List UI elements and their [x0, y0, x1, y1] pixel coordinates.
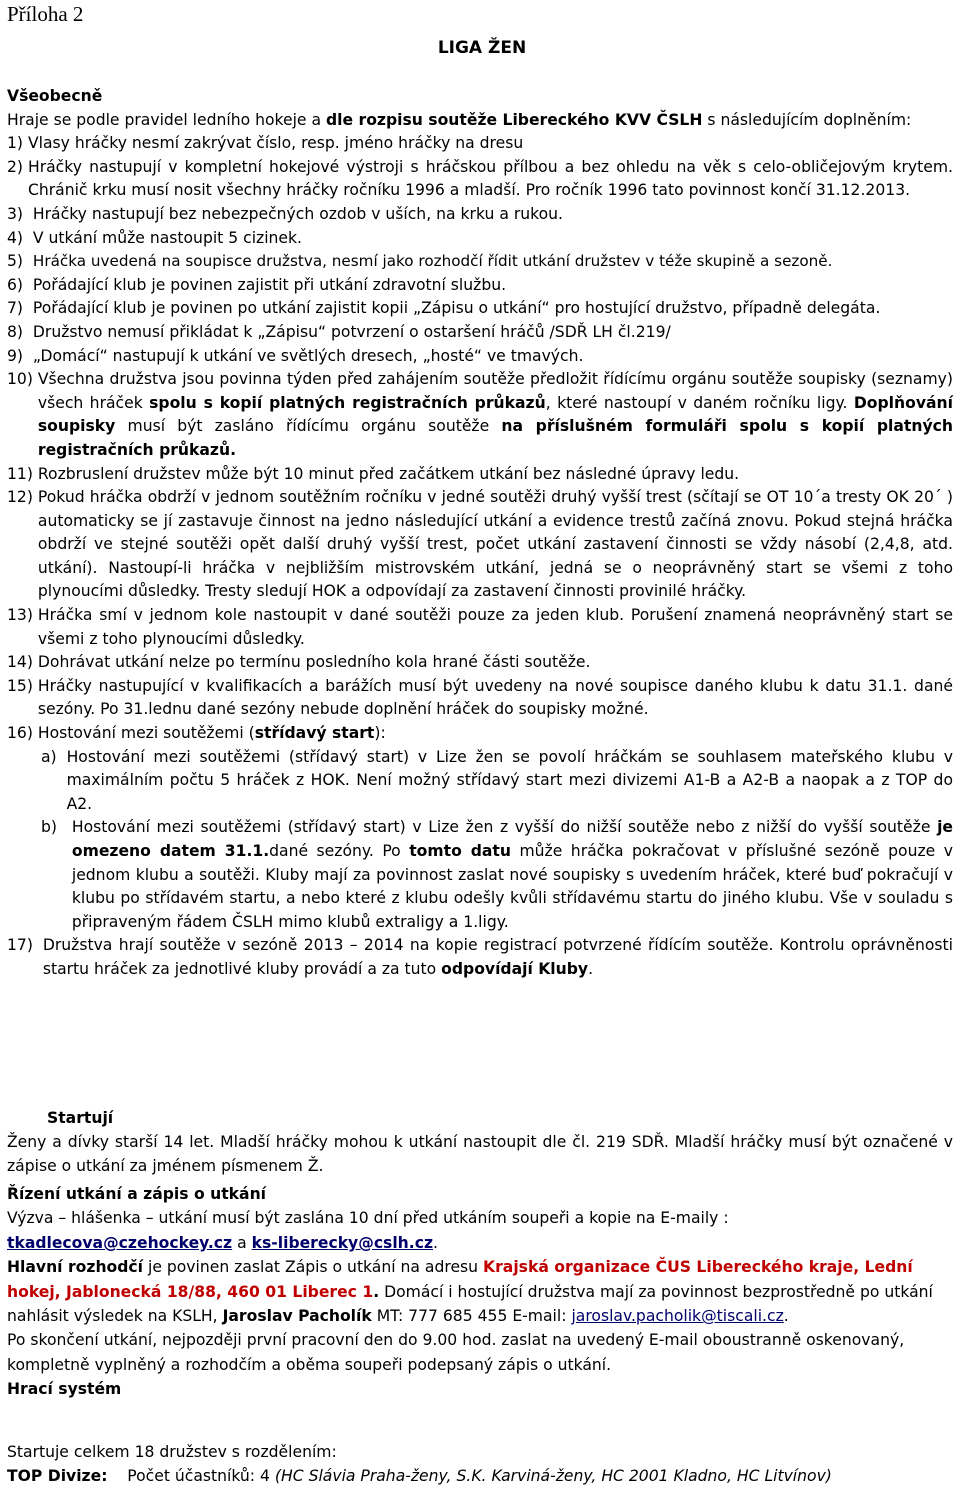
rule-10: 10) Všechna družstva jsou povinna týden před zahájením soutěže předložit řídícímu orgánu soutěže soupisky (seznamy) všech hráček spolu s kopií platných registračních průkazů, které nastoupí v daném ročníku ligy. Doplňování soupisky musí být zasláno řídícímu orgánu soutěže na příslušném formuláři spolu s kopií platných registračních průkazů. — [7, 370, 953, 459]
rules-reference: dle rozpisu soutěže Libereckého KVV ČSLH — [326, 110, 703, 129]
rule-1: 1) Vlasy hráčky nesmí zakrývat číslo, resp. jméno hráčky na dresu — [7, 134, 524, 153]
rule-16: 16) Hostování mezi soutěžemi (střídavý start): — [7, 724, 386, 743]
scan-instruction: Po skončení utkání, nejpozději první pracovní den do 9.00 hod. zaslat na uvedený E-mail oboustranně oskenovaný, kompletně vyplněný a rozhodčím a oběma soupeři podepsaný zápis o utkání. — [7, 1331, 905, 1374]
annex-label: Příloha 2 — [7, 2, 84, 26]
players-section — [7, 1106, 953, 1178]
players-heading: Startují — [47, 1109, 114, 1127]
system-section — [7, 1440, 953, 1488]
rule-14: 14) Dohrávat utkání nelze po termínu posledního kola hrané části soutěže. — [7, 653, 591, 672]
players-text: Ženy a dívky starší 14 let. Mladší hráčky mohou k utkání nastoupit dle čl. 219 SDŘ. Mladší hráčky musí být označené v zápise o utkání za jménem písmenem Ž. — [7, 1133, 953, 1175]
top-division: TOP Divize: Počet účastníků: 4 (HC Slávia Praha-ženy, S.K. Karviná-ženy, HC 2001 Kladno, HC Litvínov) — [7, 1467, 832, 1485]
document-title: LIGA ŽEN — [437, 38, 527, 58]
rule-16a: a) Hostování mezi soutěžemi (střídavý start) v Lize žen se povolí hráčkám se souhlasem mateřského klubu v maximálním počtu 5 hráček z HOK. Není možný střídavý start mezi divizemi A1-B a A2-B a naopak a z TOP do A2. — [41, 747, 953, 813]
general-heading: Všeobecně — [7, 87, 103, 105]
rule-17: 17) Družstva hrají soutěže v sezóně 2013 – 2014 na kopie registrací potvrzené řídícím soutěže. Kontrolu oprávněnosti startu hráček za jednotlivé kluby provádí a za tuto odpovídají Kluby. — [7, 936, 953, 978]
rule-6: 6) Pořádající klub je povinen zajistit při utkání zdravotní službu. — [7, 275, 507, 294]
rule-9: 9) „Domácí“ nastupují k utkání ve světlých dresech, „hosté“ ve tmavých. — [7, 346, 584, 365]
rule-5: 5) Hráčka uvedená na soupisce družstva, nesmí jako rozhodčí řídit utkání družstev v téže skupině a sezoně. — [7, 252, 833, 271]
email-link-pacholik[interactable]: jaroslav.pacholik@tiscali.cz — [571, 1307, 784, 1326]
reporting-section — [7, 1182, 953, 1402]
invitation-text: Výzva – hlášenka – utkání musí být zaslána 10 dní před utkáním soupeři a kopie na E-maily : tkadlecova@czehockey.cz a ks-liberecky@cslh.cz. — [7, 1209, 729, 1252]
general-section — [7, 85, 953, 982]
rule-2: 2) Hráčky nastupují v kompletní hokejové výstroji s hráčskou přílbou a bez ohledu na věk s celo-obličejovým krytem. Chránič krku musí nosit všechny hráčky ročníku 1996 a mladší. Pro ročník 1996 tato povinnost končí 31.12.2013. — [7, 157, 953, 200]
top-division-teams: (HC Slávia Praha-ženy, S.K. Karviná-ženy, HC 2001 Kladno, HC Litvínov) — [274, 1467, 832, 1485]
rule-16b: b) Hostování mezi soutěžemi (střídavý start) v Lize žen z vyšší do nižší soutěže nebo z nižší do vyšší soutěže je omezeno datem 31.1.dané sezóny. Po tomto datu může hráčka pokračovat v příslušné sezóně pouze v jednom klubu a soutěži. Kluby mají za povinnost zaslat nové soupisky s uvedením hráček, které buď pokračují v klubu po střídavém startu, a nebo které z klubu odešly kvůli střídavému startu do jiného klubu. Vše v souladu s připraveným řádem ČSLH mimo klubů extraligy a 1.ligy. — [41, 818, 953, 931]
email-link-ks-liberecky[interactable]: ks-liberecky@cslh.cz — [251, 1233, 434, 1252]
system-heading: Hrací systém — [7, 1380, 122, 1399]
rule-15: 15) Hráčky nastupující v kvalifikacích a barážích musí být uvedeny na nové soupisce daného klubu k datu 31.1. dané sezóny. Po 31.lednu dané sezóny nebude doplnění hráček do soupisky možné. — [7, 676, 953, 719]
reporting-heading: Řízení utkání a zápis o utkání — [7, 1185, 267, 1203]
general-intro: Hraje se podle pravidel ledního hokeje a dle rozpisu soutěže Libereckého KVV ČSLH s následujícím doplněním: — [7, 110, 912, 129]
rule-12: 12) Pokud hráčka obdrží v jednom soutěžním ročníku v jedné soutěži druhý vyšší trest (sčítají se OT 10´a tresty OK 20´ ) automaticky se jí zastavuje činnost na jedno následující utkání a evidence trestů začíná znovu. Pokud stejná hráčka obdrží ve stejné soutěži opět další druhý vyšší trest, počet utkání zastavení činnosti se vždy násobí (2,4,8, atd. utkání). Nastoupí-li hráčka v nejbližším mistrovském utkání, jedná se o neoprávněný start se všemi z toho plynoucími důsledky. Tresty sledují HOK a odpovídají za zastavení činnosti provinilé hráčky. — [7, 488, 953, 601]
referee-text: Hlavní rozhodčí je povinen zaslat Zápis o utkání na adresu Krajská organizace ČUS Libereckého kraje, Lední hokej, Jablonecká 18/88, 460 01 Liberec 1. Domácí i hostující družstva mají za povinnost bezprostředně po utkání nahlásit výsledek na KSLH, Jaroslav Pacholík MT: 777 685 455 E-mail: jaroslav.pacholik@tiscali.cz. — [7, 1258, 933, 1326]
email-link-tkadlecova[interactable]: tkadlecova@czehockey.cz — [7, 1233, 233, 1252]
rule-3: 3) Hráčky nastupují bez nebezpečných ozdob v uších, na krku a rukou. — [7, 204, 563, 223]
rule-8: 8) Družstvo nemusí přikládat k „Zápisu“ potvrzení o ostaršení hráčů /SDŘ LH čl.219/ — [7, 322, 671, 341]
teams-count: Startuje celkem 18 družstev s rozdělením: — [7, 1443, 337, 1461]
rule-13: 13) Hráčka smí v jednom kole nastoupit v dané soutěži pouze za jeden klub. Porušení znamená neoprávněný start se všemi z toho plynoucími důsledky. — [7, 606, 953, 648]
rule-7: 7) Pořádající klub je povinen po utkání zajistit kopii „Zápisu o utkání“ pro hostující družstvo, případně delegáta. — [7, 299, 881, 318]
top-division-label: TOP Divize: — [7, 1467, 108, 1485]
rule-4: 4) V utkání může nastoupit 5 cizinek. — [7, 228, 303, 247]
contact-person: Jaroslav Pacholík — [222, 1307, 372, 1326]
rule-11: 11) Rozbruslení družstev může být 10 minut před začátkem utkání bez následné úpravy ledu. — [7, 464, 740, 483]
postal-address: Krajská organizace ČUS Libereckého kraje, Lední hokej, Jablonecká 18/88, 460 01 Liberec 1 — [7, 1258, 913, 1301]
